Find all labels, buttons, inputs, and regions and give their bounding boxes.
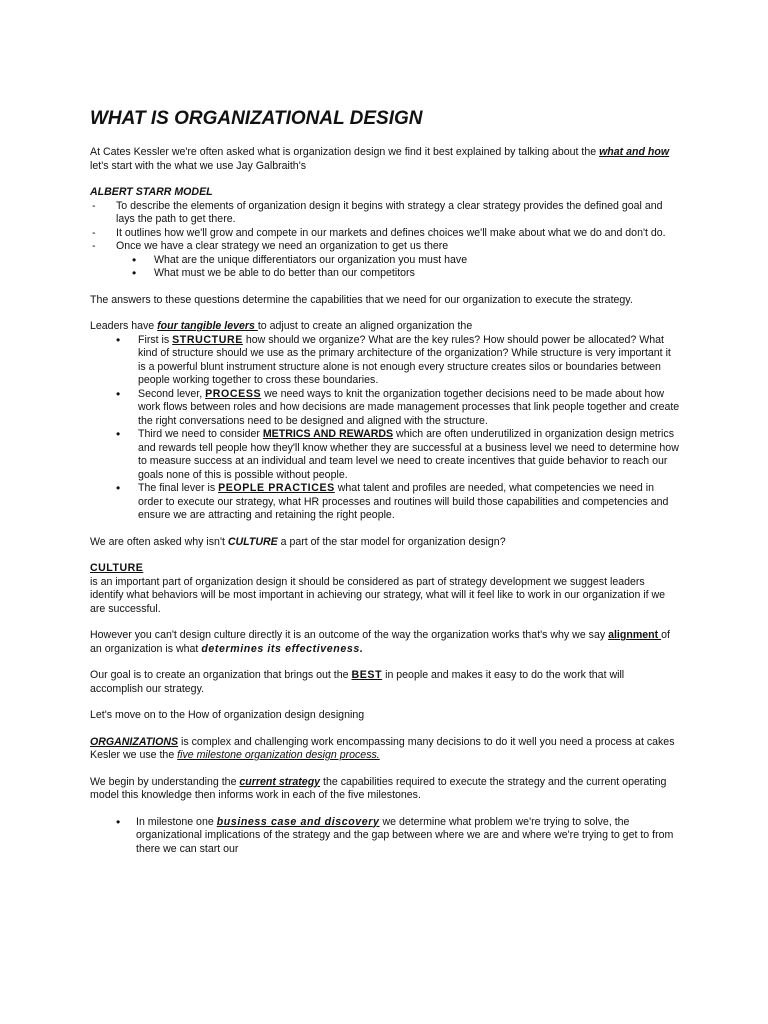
what-and-how-emphasis: what and how — [599, 146, 670, 158]
lever-key: PEOPLE PRACTICES — [218, 482, 335, 494]
page-title: WHAT IS ORGANIZATIONAL DESIGN — [90, 108, 423, 129]
four-levers-emphasis: four tangible levers — [157, 320, 258, 332]
list-item: • Third we need to consider METRICS AND REWARDS which are often underutilized in organization design metrics and rewards tell people how they'll know whether they are successful at a business level we need to determine how to measure success at an individual and team level we need to create incentives that guide behavior to reach our goals none of this is possible without people. — [116, 428, 680, 482]
lever-key: METRICS AND REWARDS — [262, 428, 394, 440]
current-strategy-emphasis: current strategy — [239, 775, 321, 788]
list-item: • First is STRUCTURE how should we organize? What are the key rules? How should power be allocated? What kind of structure should we use as the primary architecture of the organization? While structure is very important it is a powerful blunt instrument structure alone is not enough every structure creates silos or boundaries between people working together to cross these boundaries. — [116, 334, 680, 388]
model-heading: ALBERT STARR MODEL — [90, 186, 213, 198]
organizations-paragraph: ORGANIZATIONS is complex and challenging work encompassing many decisions to do it well you need a process at cakes Kesler we use the five milestone organization design process. — [90, 735, 675, 761]
list-item: • What are the unique differentiators our organization you must have — [132, 254, 680, 268]
begin-paragraph: We begin by understanding the current strategy the capabilities required to execute the strategy and the current operating model this knowledge then informs work in each of the five milestones. — [90, 775, 667, 801]
culture-question: We are often asked why isn't CULTURE a part of the star model for organization design? — [90, 535, 506, 548]
culture-emphasis: CULTURE — [227, 535, 278, 548]
however-paragraph: However you can't design culture directly it is an outcome of the way the organization works that's why we say alignment of an organization is what determines its effectiveness. — [90, 629, 670, 655]
culture-heading: CULTURE — [90, 562, 144, 574]
best-emphasis: BEST — [351, 669, 383, 681]
goal-paragraph: Our goal is to create an organization that brings out the BEST in people and makes it easy to do the work that will accomplish our strategy. — [90, 669, 625, 695]
list-item: • The final lever is PEOPLE PRACTICES what talent and profiles are needed, what competencies we need in order to execute our strategy, what HR processes and routines will build those capabilities and competencies and ensure we are attracting and retaining the right people. — [116, 482, 680, 523]
list-item: • What must we be able to do better than our competitors — [132, 267, 680, 281]
model-section — [90, 186, 680, 281]
list-item: • Second lever, PROCESS we need ways to knit the organization together decisions need to be made about how work flows between roles and how decisions are made management processes that link people together and create the right conversations need to be designed and aligned with the structure. — [116, 388, 680, 429]
effectiveness-emphasis: determines its effectiveness. — [201, 642, 364, 655]
leaders-paragraph: Leaders have four tangible levers to adjust to create an aligned organization the — [90, 320, 473, 332]
how-paragraph: Let's move on to the How of organization design designing — [90, 709, 365, 721]
list-item: - Once we have a clear strategy we need an organization to get us there — [90, 240, 680, 254]
business-case-emphasis: business case and discovery — [216, 815, 380, 828]
intro-paragraph: At Cates Kessler we're often asked what is organization design we find it best explained by talking about the what and how let's start with the what we use Jay Galbraith's — [90, 146, 670, 172]
five-milestone-link: five milestone organization design process. — [177, 749, 380, 761]
alignment-emphasis: alignment — [608, 629, 662, 641]
list-item: - To describe the elements of organization design it begins with strategy a clear strategy provides the defined goal and lays the path to get there. — [90, 200, 680, 227]
answers-paragraph: The answers to these questions determine the capabilities that we need for our organization to execute the strategy. — [90, 293, 633, 306]
model-subpoints — [132, 254, 680, 281]
lever-key: PROCESS — [205, 387, 262, 400]
document-page — [90, 108, 680, 856]
culture-body: is an important part of organization design it should be considered as part of strategy development we suggest leaders identify what behaviors will be most important in achieving our strategy, what will it feel like to work in our organization if we are successful. — [90, 575, 666, 615]
levers-list — [116, 334, 680, 523]
lever-key: STRUCTURE — [172, 333, 243, 346]
list-item: - It outlines how we'll grow and compete in our markets and defines choices we'll make about what we do and don't do. — [90, 227, 680, 241]
model-points — [90, 200, 680, 254]
list-item: • In milestone one business case and discovery we determine what problem we're trying to solve, the organizational implications of the strategy and the gap between where we are and where we're trying to get to from there we can start our — [116, 816, 680, 857]
milestone-list — [116, 816, 680, 857]
organizations-emphasis: ORGANIZATIONS — [90, 735, 179, 748]
